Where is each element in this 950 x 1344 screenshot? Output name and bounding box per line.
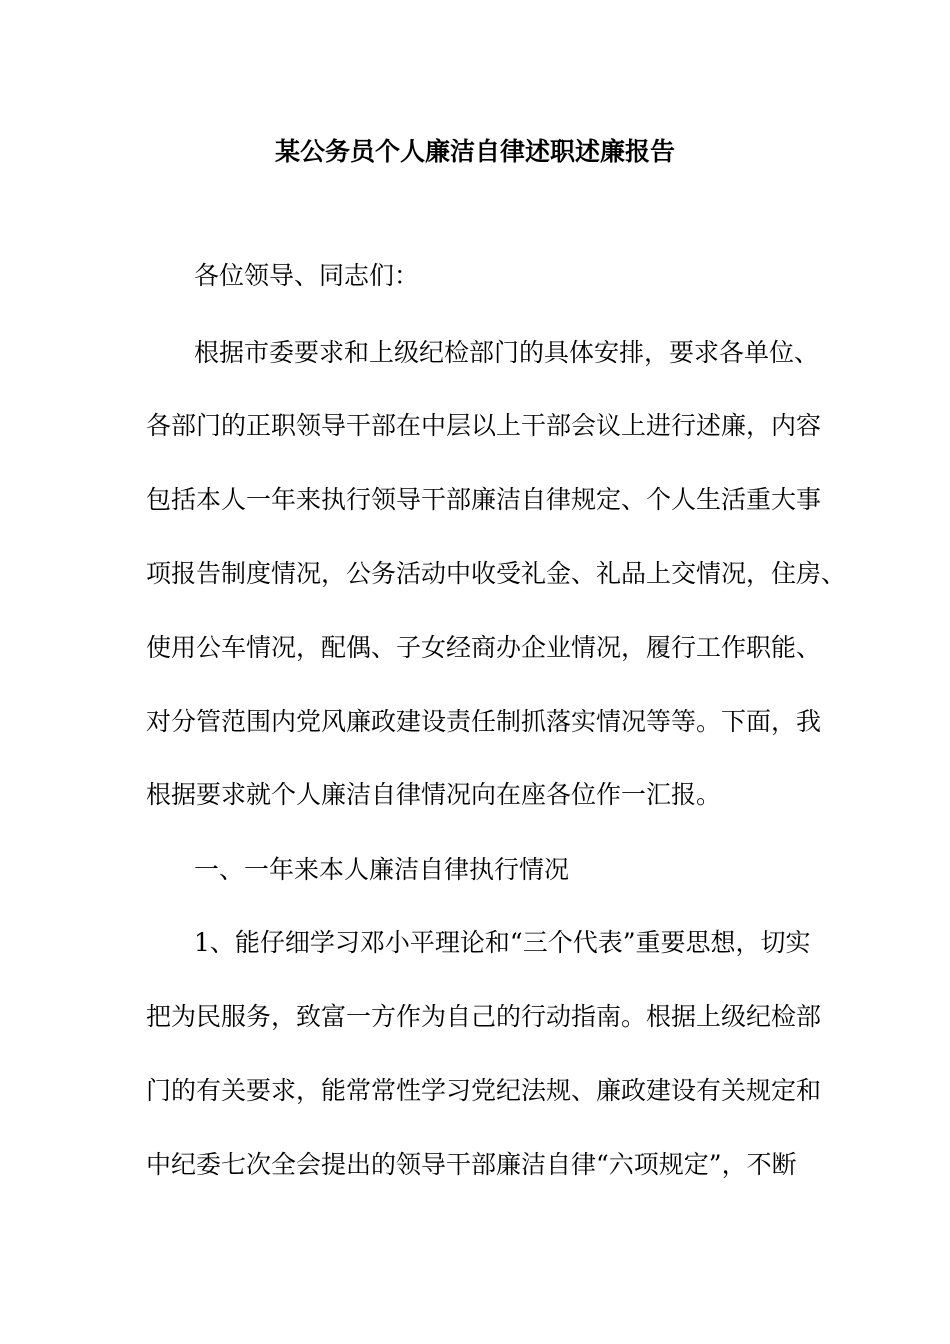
- paragraph-line: 把为民服务，致富一方作为自己的行动指南。根据上级纪检部: [146, 1002, 822, 1031]
- paragraph-line: 根据要求就个人廉洁自律情况向在座各位作一汇报。: [146, 780, 722, 809]
- paragraph-line: 1、能仔细学习邓小平理论和“三个代表”重要思想，切实: [194, 928, 811, 957]
- paragraph-line: 项报告制度情况，公务活动中收受礼金、礼品上交情况，住房、: [146, 559, 847, 588]
- paragraph-line: 使用公车情况，配偶、子女经商办企业情况，履行工作职能、: [146, 633, 822, 662]
- paragraph-line: 包括本人一年来执行领导干部廉洁自律规定、个人生活重大事: [146, 485, 822, 514]
- salutation: 各位领导、同志们：: [194, 261, 420, 290]
- paragraph-line: 各部门的正职领导干部在中层以上干部会议上进行述廉，内容: [146, 411, 822, 440]
- section-heading: 一、一年来本人廉洁自律执行情况: [194, 855, 570, 884]
- document-title: 某公务员个人廉洁自律述职述廉报告: [274, 137, 675, 166]
- paragraph-line: 门的有关要求，能常常性学习党纪法规、廉政建设有关规定和: [146, 1076, 822, 1105]
- paragraph-line: 根据市委要求和上级纪检部门的具体安排，要求各单位、: [194, 338, 820, 367]
- paragraph-line: 对分管范围内党风廉政建设责任制抓落实情况等等。下面，我: [146, 707, 822, 736]
- paragraph-line: 中纪委七次全会提出的领导干部廉洁自律“六项规定”，不断: [146, 1150, 797, 1179]
